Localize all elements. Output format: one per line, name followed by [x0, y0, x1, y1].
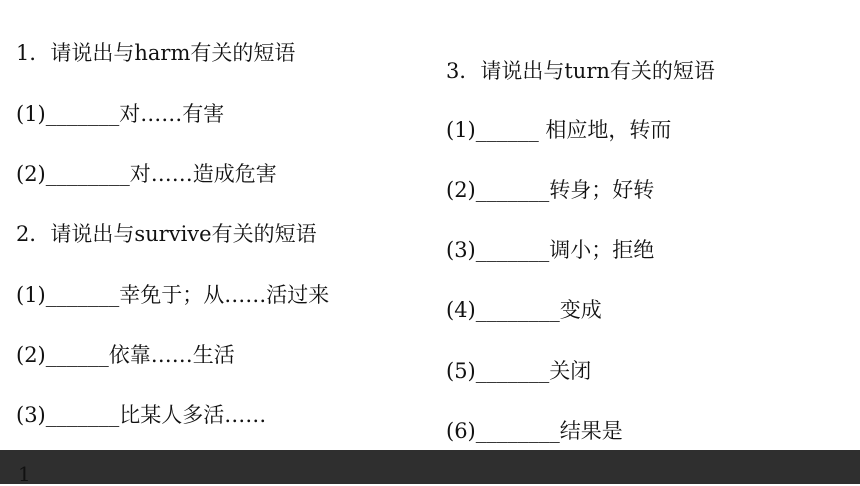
- question-3-item-6: (6)________结果是: [446, 419, 623, 443]
- question-3-item-5: (5)_______关闭: [446, 359, 592, 383]
- footer-bar: [0, 450, 860, 484]
- question-2-item-3: (3)_______比某人多活……: [16, 403, 267, 427]
- question-2-item-1: (1)_______幸免于；从……活过来: [16, 283, 330, 307]
- question-3-item-2: (2)_______转身；好转: [446, 178, 655, 202]
- question-1-item-2: (2)________对……造成危害: [16, 162, 277, 186]
- question-2-title: 2．请说出与survive有关的短语: [16, 222, 317, 246]
- question-1-title: 1．请说出与harm有关的短语: [16, 41, 296, 65]
- question-2-item-2: (2)______依靠……生活: [16, 343, 235, 367]
- question-3-item-1: (1)______ 相应地，转而: [446, 118, 672, 142]
- question-3-item-4: (4)________变成: [446, 298, 602, 322]
- page-number: 1: [18, 462, 31, 486]
- question-3-title: 3．请说出与turn有关的短语: [446, 59, 715, 83]
- question-3-item-3: (3)_______调小；拒绝: [446, 238, 655, 262]
- question-1-item-1: (1)_______对……有害: [16, 102, 225, 126]
